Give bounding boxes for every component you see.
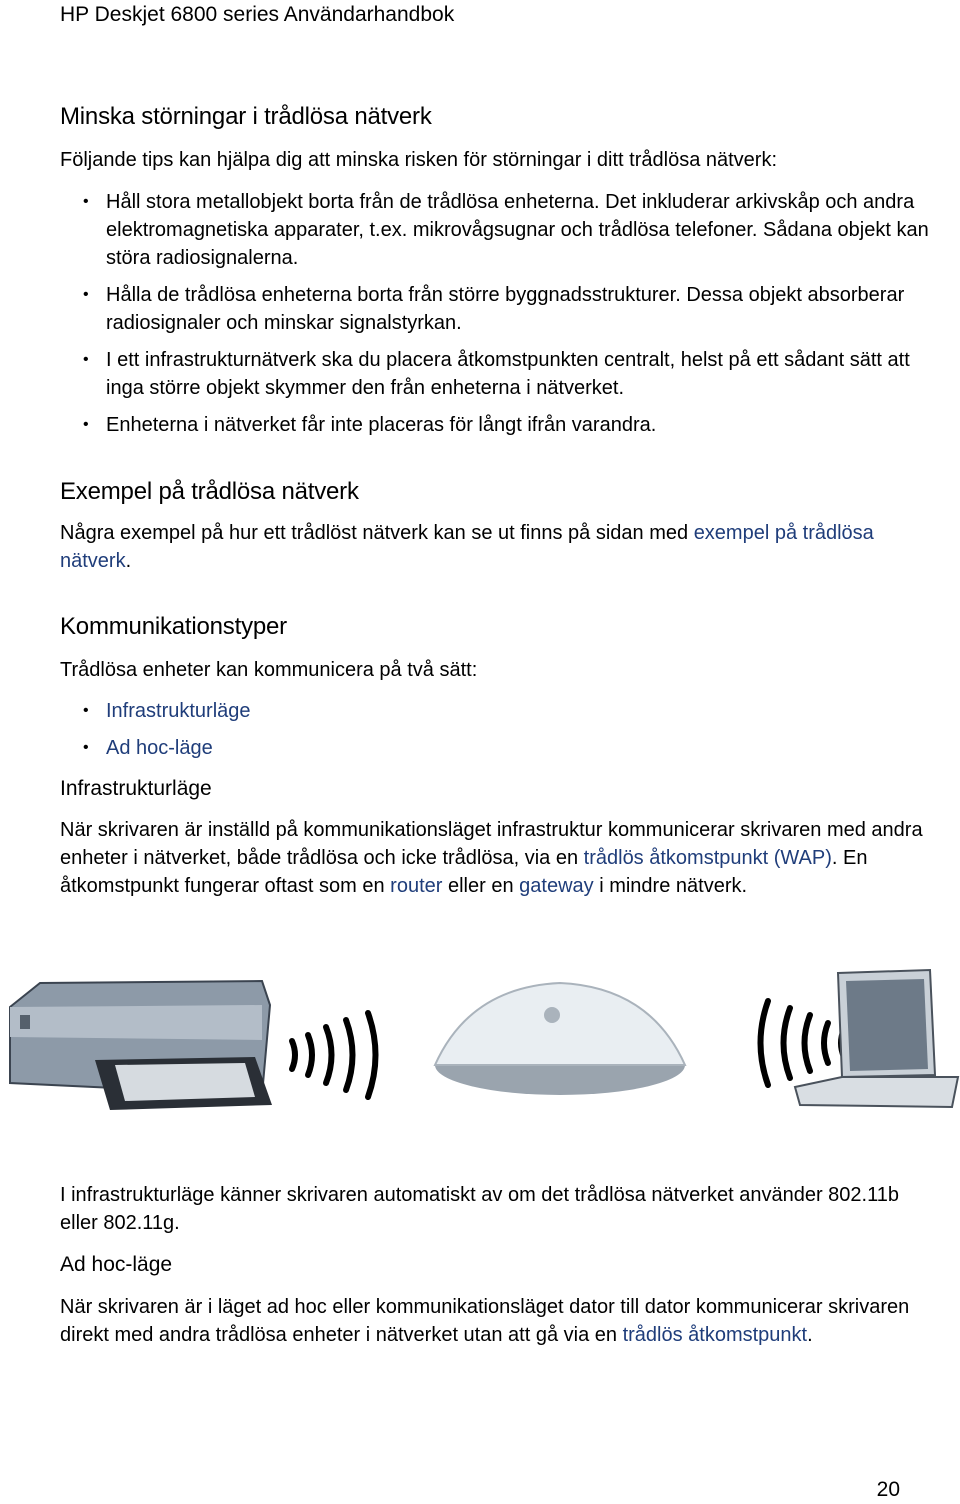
signal-waves-right xyxy=(761,1001,845,1085)
list-item: • Håll stora metallobjekt borta från de trådlösa enheterna. Det inkluderar arkivskåp och andra elektromagnetiska apparater, t.ex. mikrovågsugnar och trådlösa telefoner. Sådana objekt kan störa radiosignalerna. xyxy=(60,188,930,272)
infra-after-figure: I infrastrukturläge känner skrivaren automatiskt av om det trådlösa nätverket använder 802.11b eller 802.11g. xyxy=(60,1184,899,1234)
section1-intro: Följande tips kan hjälpa dig att minska risken för störningar i ditt trådlösa nätverk: xyxy=(60,149,778,171)
laptop-image xyxy=(795,970,958,1107)
wap-link-adhoc[interactable]: trådlös åtkomstpunkt xyxy=(622,1324,808,1346)
list-item: • I ett infrastrukturnätverk ska du placera åtkomstpunkten centralt, helst på ett sådant sätt att inga större objekt skymmer den från enheterna i nätverket. xyxy=(60,346,930,402)
section3-intro: Trådlösa enheter kan kommunicera på två sätt: xyxy=(60,659,478,681)
list-item xyxy=(60,734,930,762)
access-point-image xyxy=(435,983,685,1095)
heading-exempel: Exempel på trådlösa nätverk xyxy=(60,478,359,505)
section2-text: Några exempel på hur ett trådlöst nätverk kan se ut finns på sidan med exempel på trådlösa nätverk. xyxy=(60,522,874,572)
list-item: • Hålla de trådlösa enheterna borta från större byggnadsstrukturer. Dessa objekt absorberar radiosignaler och minskar signalstyrkan. xyxy=(60,281,930,337)
mode-links-list xyxy=(60,697,930,771)
printer-image xyxy=(10,981,272,1110)
signal-waves-left xyxy=(292,1013,376,1097)
infra-term: infrastruktur xyxy=(496,819,603,841)
adhoc-term: ad hoc xyxy=(266,1296,327,1318)
adhoc-paragraph: När skrivaren är i läget ad hoc eller kommunikationsläget dator till dator kommunicerar skrivaren direkt med andra trådlösa enheter i nätverket utan att gå via en trådlös åtkomstpunkt. xyxy=(60,1296,910,1346)
page-number: 20 xyxy=(876,1478,900,1501)
heading-minska-storningar: Minska störningar i trådlösa nätverk xyxy=(60,103,432,130)
running-header: HP Deskjet 6800 series Användarhandbok xyxy=(60,3,455,26)
exempel-link[interactable]: exempel på trådlösa nätverk xyxy=(60,522,874,572)
list-item: • Enheterna i nätverket får inte placeras för långt ifrån varandra. xyxy=(60,411,930,439)
adhoc-mode-link[interactable]: Ad hoc-läge xyxy=(106,737,213,759)
list-item xyxy=(60,697,930,725)
tips-list xyxy=(60,188,930,448)
gateway-link[interactable]: gateway xyxy=(519,875,594,897)
heading-kommunikationstyper: Kommunikationstyper xyxy=(60,613,287,640)
router-link[interactable]: router xyxy=(390,875,443,897)
heading-infrastrukturlage: Infrastrukturläge xyxy=(60,777,212,800)
infrastructure-figure xyxy=(0,965,960,1145)
wap-link[interactable]: trådlös åtkomstpunkt (WAP) xyxy=(583,847,832,869)
heading-adhoc: Ad hoc-läge xyxy=(60,1253,173,1276)
infrastructure-mode-link[interactable]: Infrastrukturläge xyxy=(106,700,251,722)
infra-paragraph: När skrivaren är inställd på kommunikationsläget infrastruktur kommunicerar skrivaren med andra enheter i nätverket, både trådlösa och icke trådlösa, via en trådlös åtkomstpunkt (WAP). En åtkomstpunkt fungerar oftast som en router eller en gateway i mindre nätverk. xyxy=(60,819,923,897)
